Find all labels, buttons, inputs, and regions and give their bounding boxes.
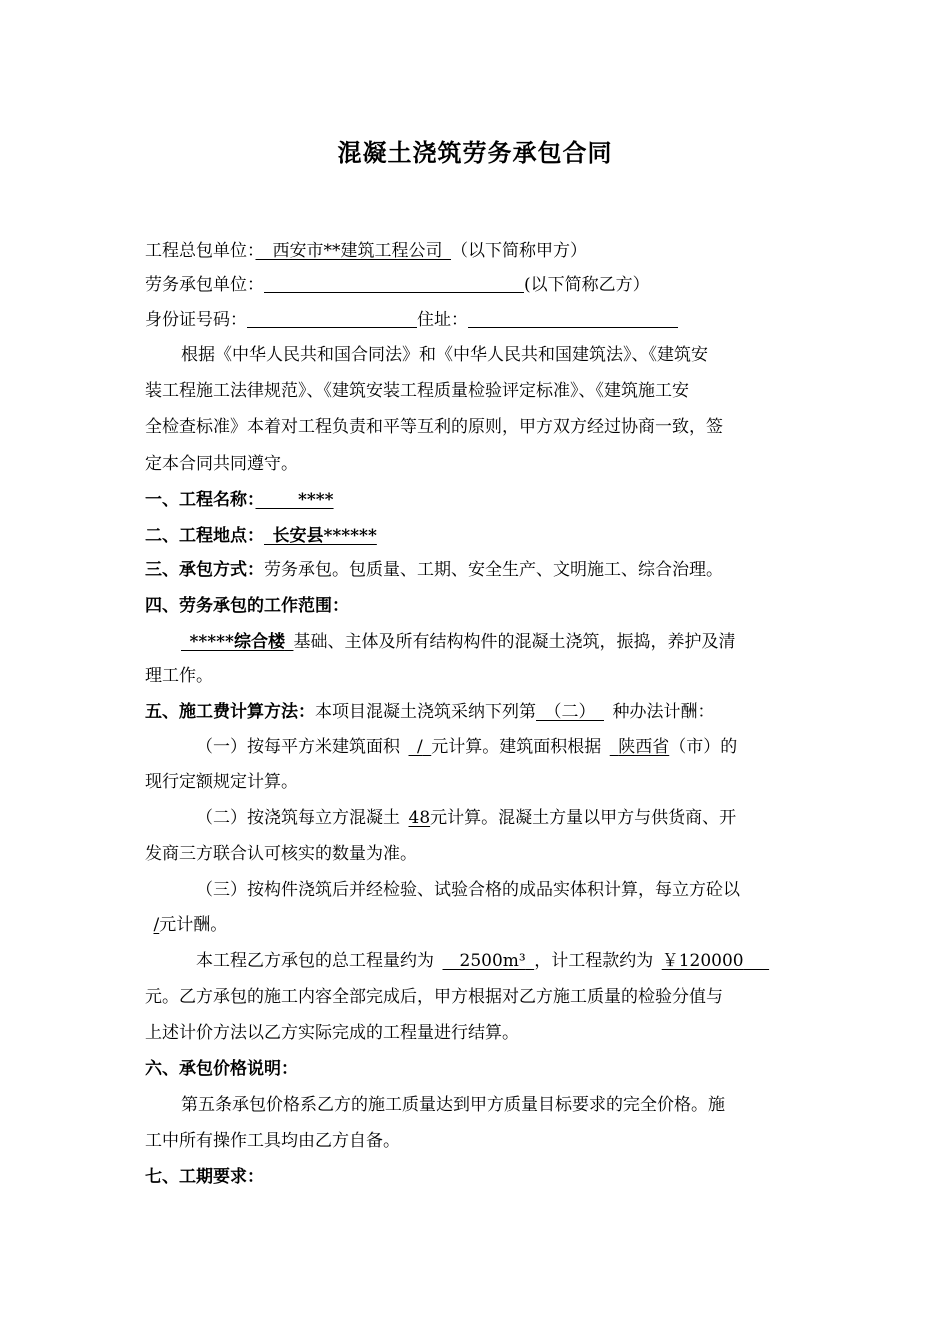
- section-5-label: 五、施工费计算方法：: [145, 702, 315, 722]
- general-contractor-line: [145, 239, 815, 263]
- id-blank: [247, 309, 417, 328]
- project-name-value: ****: [298, 490, 334, 510]
- method-2-line-1: [196, 806, 815, 830]
- method-3-line-1: （三）按构件浇筑后并经检验、试验合格的成品实体积计算，每立方砼以: [196, 880, 740, 900]
- method-1-text-a: （一）按每平方米建筑面积: [196, 737, 400, 757]
- section-1-project-name: [145, 488, 815, 512]
- method-3-text-b: 元计酬。: [159, 915, 228, 935]
- method-2-text-a: （二）按浇筑每立方混凝土: [196, 808, 400, 828]
- method-1-text-c: （市）的: [669, 737, 738, 757]
- labor-contractor-label: 劳务承包单位：: [145, 275, 264, 295]
- section-4-heading: [145, 594, 815, 618]
- method-2-text-b: 元计算。混凝土方量以甲方与供货商、开: [430, 808, 737, 828]
- section-3-text: 劳务承包。包质量、工期、安全生产、文明施工、综合治理。: [264, 560, 723, 580]
- scope-building-value: *****综合楼: [189, 632, 285, 652]
- project-location-value: 长安县******: [272, 526, 377, 546]
- general-contractor-label: 工程总包单位：: [145, 241, 256, 261]
- method-1-line-2: 现行定额规定计算。: [145, 772, 298, 792]
- section-3-contract-mode: [145, 558, 815, 582]
- section-4-label: 四、劳务承包的工作范围：: [145, 596, 349, 616]
- preamble-line-2: 装工程施工法律规范》、《建筑安装工程质量检验评定标准》、《建筑施工安: [145, 381, 689, 401]
- labor-contractor-blank: [264, 274, 524, 293]
- labor-contractor-line: [145, 273, 815, 297]
- address-label: 住址：: [417, 310, 468, 330]
- method-1-text-b: 元计算。建筑面积根据: [431, 737, 602, 757]
- section-6-line-1: 第五条承包价格系乙方的施工质量达到甲方质量目标要求的完全价格。施: [181, 1095, 725, 1115]
- method-1-province: 陕西省: [618, 737, 670, 757]
- id-label: 身份证号码：: [145, 310, 247, 330]
- total-line-1: [196, 949, 815, 973]
- section-4-scope-line-1: [181, 630, 815, 654]
- section-5-heading: [145, 700, 815, 724]
- general-contractor-value: 西安市**建筑工程公司: [272, 241, 443, 261]
- section-2-project-location: [145, 524, 815, 548]
- section-6-label: 六、承包价格说明：: [145, 1059, 298, 1079]
- section-5-intro-end: 种办法计酬：: [612, 702, 715, 722]
- section-7-heading: [145, 1165, 815, 1189]
- preamble-line-1: 根据《中华人民共和国合同法》和《中华人民共和国建筑法》、《建筑安: [181, 345, 708, 365]
- section-1-label: 一、工程名称：: [145, 490, 256, 510]
- method-2-line-2: 发商三方联合认可核实的数量为准。: [145, 844, 417, 864]
- section-5-intro: 本项目混凝土浇筑采纳下列第: [315, 702, 536, 722]
- preamble-line-4: 定本合同共同遵守。: [145, 454, 298, 474]
- total-quantity: 2500m³: [459, 951, 526, 971]
- section-6-line-2: 工中所有操作工具均由乙方自备。: [145, 1131, 400, 1151]
- method-1-line-1: [196, 735, 815, 759]
- method-3-value: /: [153, 915, 160, 935]
- method-2-value: 48: [408, 808, 431, 828]
- section-3-label: 三、承包方式：: [145, 560, 264, 580]
- general-contractor-note: （以下简称甲方）: [451, 241, 587, 261]
- section-6-heading: [145, 1057, 815, 1081]
- id-address-line: [145, 308, 815, 332]
- section-2-label: 二、工程地点：: [145, 526, 264, 546]
- section-5-choice: （二）: [544, 702, 596, 722]
- preamble-line-3: 全检查标准》本着对工程负责和平等互利的原则，甲方双方经过协商一致，签: [145, 417, 723, 437]
- total-line-3: 上述计价方法以乙方实际完成的工程量进行结算。: [145, 1023, 519, 1043]
- total-line-2: 元。乙方承包的施工内容全部完成后，甲方根据对乙方施工质量的检验分值与: [145, 987, 723, 1007]
- section-4-scope-line-2: 理工作。: [145, 666, 213, 686]
- address-blank: [468, 309, 678, 328]
- total-text-a: 本工程乙方承包的总工程量约为: [196, 951, 434, 971]
- document-title: 混凝土浇筑劳务承包合同: [337, 138, 613, 167]
- method-1-value: /: [417, 737, 423, 757]
- section-7-label: 七、工期要求：: [145, 1167, 264, 1187]
- total-text-b: ，计工程款约为: [534, 951, 654, 971]
- scope-text-1: 基础、主体及所有结构构件的混凝土浇筑，振捣，养护及清: [293, 632, 736, 652]
- total-amount: ￥120000: [661, 951, 744, 971]
- labor-contractor-note: (以下简称乙方）: [524, 275, 650, 295]
- method-3-line-2: [145, 913, 815, 937]
